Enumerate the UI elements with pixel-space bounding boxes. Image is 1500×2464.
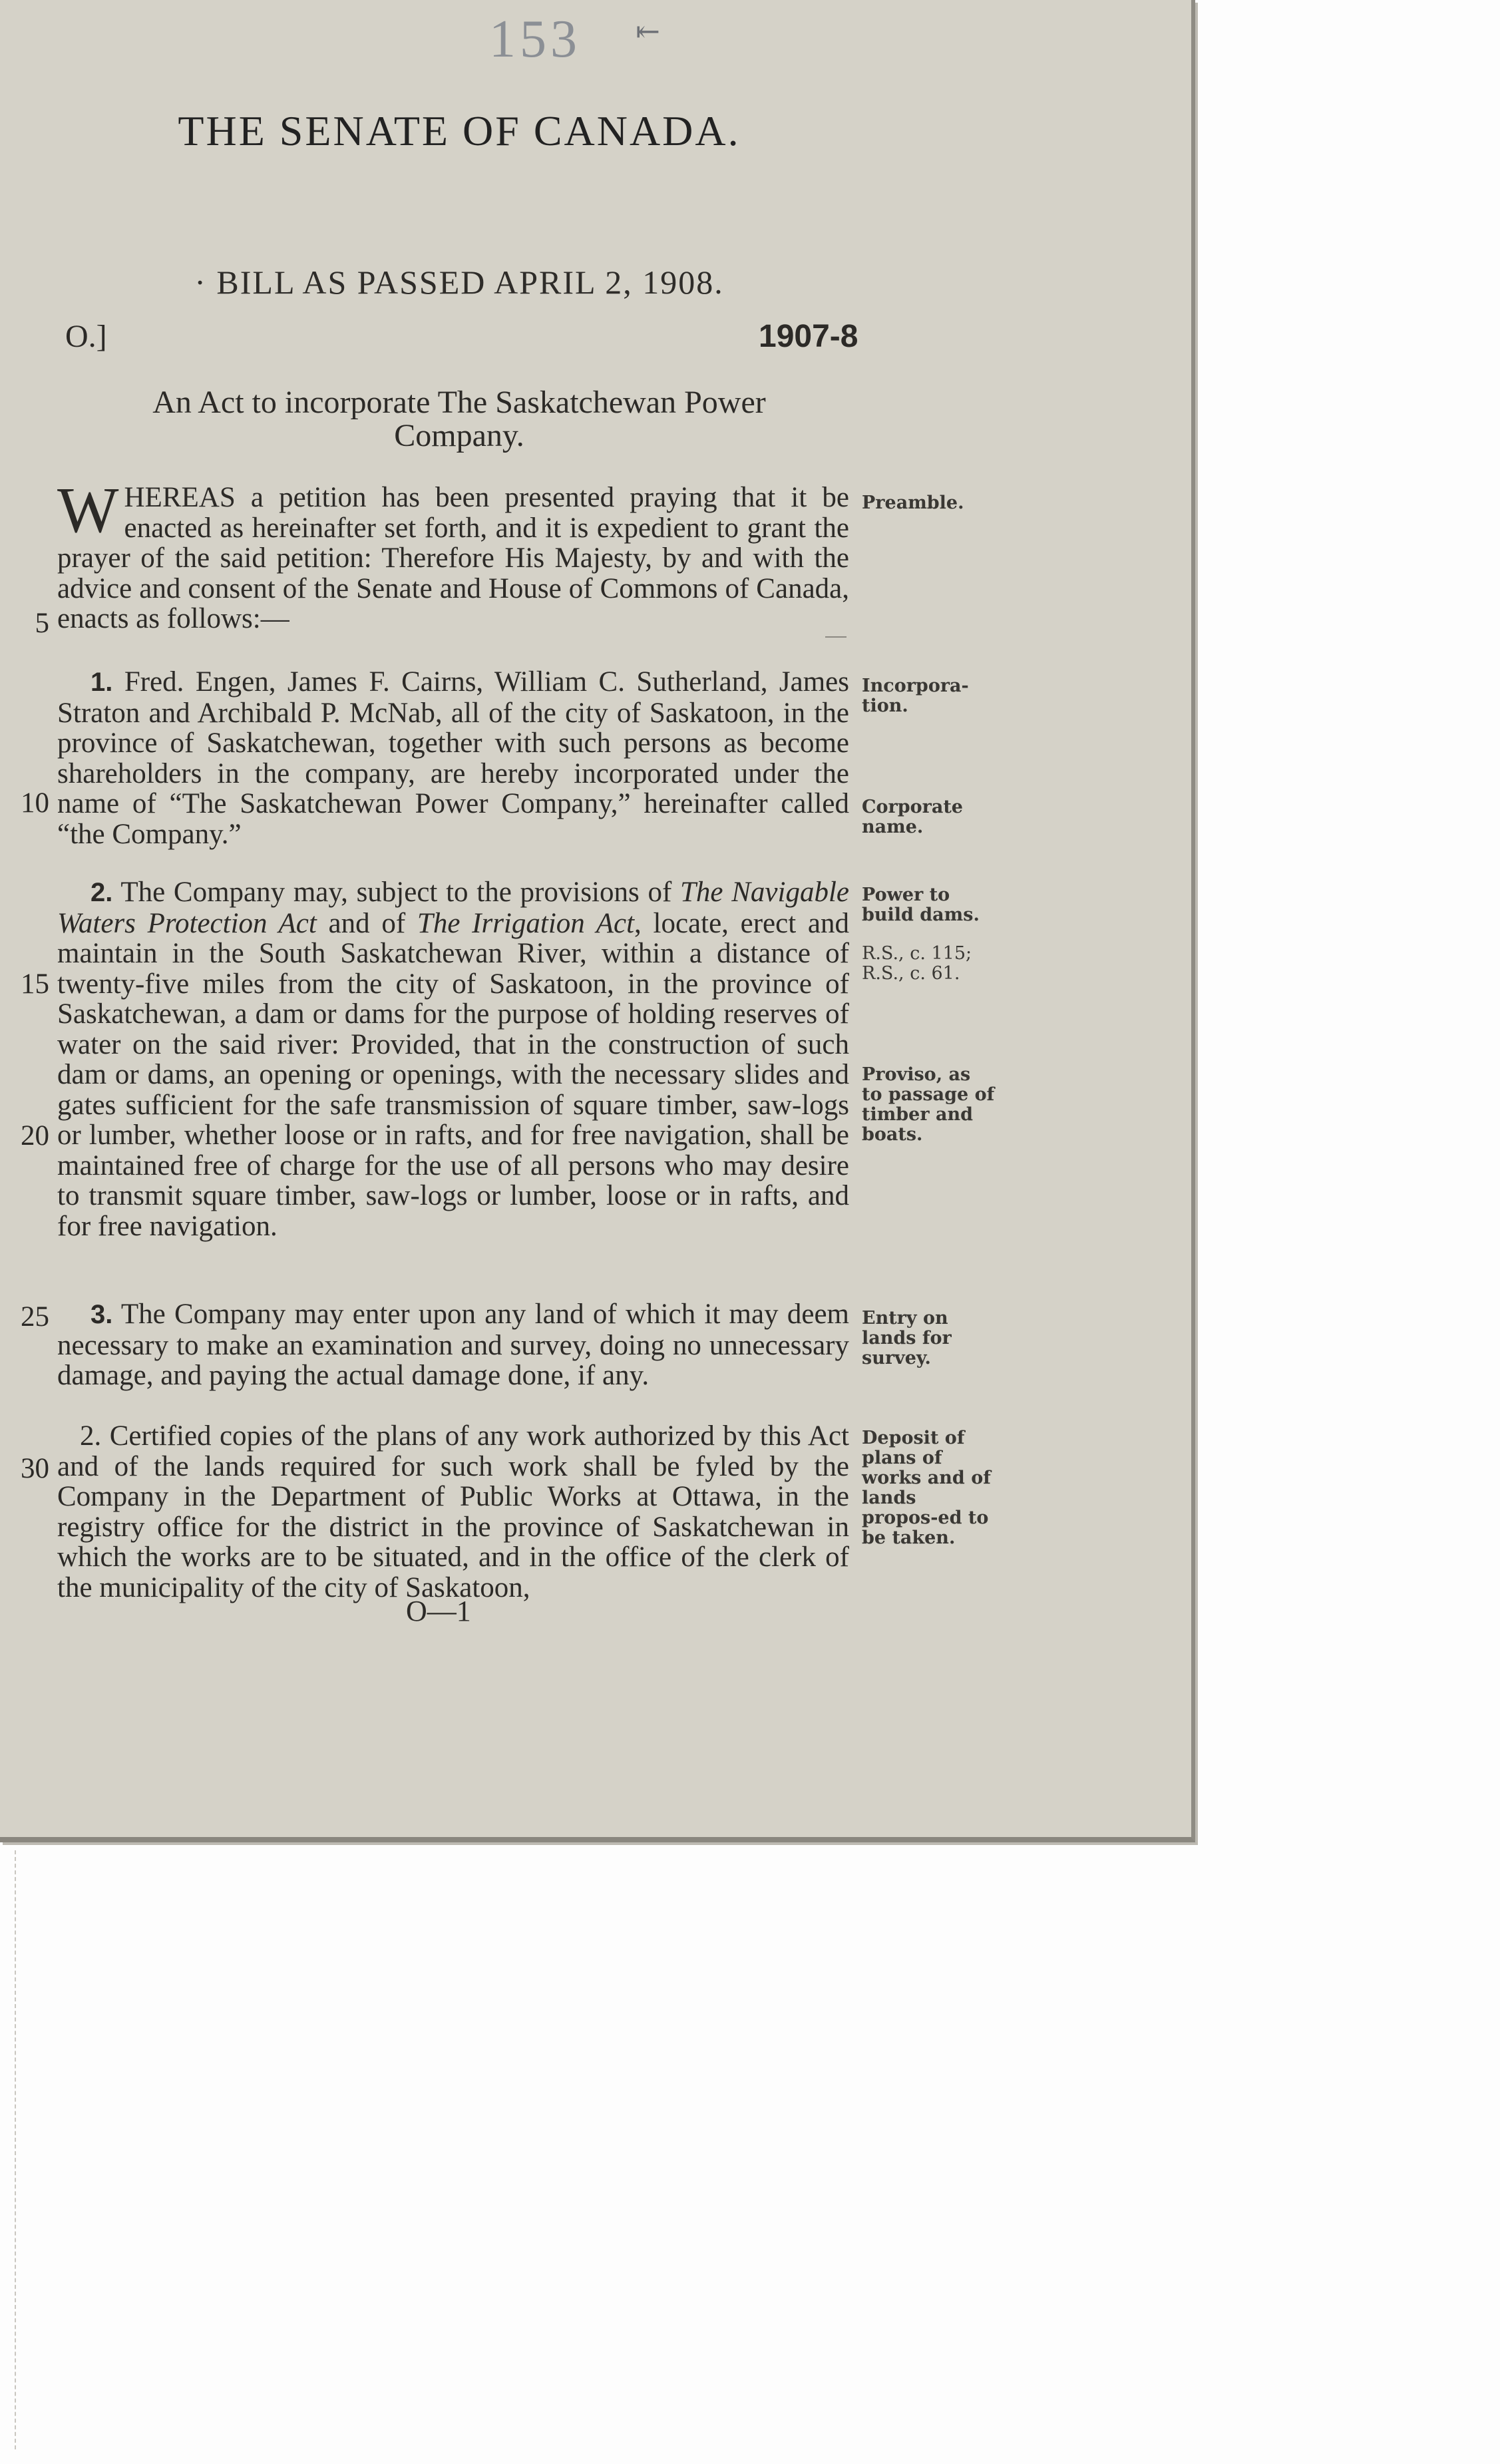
bill-status: · BILL AS PASSED APRIL 2, 1908. (194, 264, 724, 301)
section-1-number: 1. (91, 668, 113, 697)
session-years: 1907-8 (759, 319, 858, 354)
margin-note-deposit: Deposit of plans of works and of lands propos-ed to be taken. (862, 1428, 991, 1548)
paper-edge-mark (15, 1850, 20, 2449)
line-number: 5 (35, 608, 49, 639)
preamble-text: HEREAS a petition has been presented praying that it be enacted as hereinafter set forth, and it is expedient to grant the prayer of the said petition: Therefore His Majesty, by and with the advice and consent of the Senate and House of Commons of Canada, enacts as follows:— (57, 482, 849, 634)
section-2-paragraph (57, 877, 849, 1241)
section-3-subsection-2: 2. Certified copies of the plans of any work authorized by this Act and of the lands required for such work shall be fyled by the Company in the Department of Public Works at Ottawa, in the registry office for the district in the province of Saskatchewan in which the works are to be situated, and in the office of the clerk of the municipality of the city of Saskatoon, (57, 1420, 849, 1603)
margin-note-proviso: Proviso, as to passage of timber and boats. (862, 1064, 995, 1145)
margin-note-preamble: Preamble. (862, 493, 964, 513)
section-2-act-1: The Navigable Waters Protection Act (57, 877, 849, 939)
preamble-paragraph (57, 475, 849, 634)
line-number: 10 (21, 787, 49, 819)
margin-note-power-dams: Power to build dams. (862, 885, 980, 925)
section-2-text-c: , locate, erect and maintain in the South Saskatchewan River, within a distance of twenty-five miles from the city of Saskatoon, in the province of Saskatchewan, a dam or dams for the purpose of holding reserves of water on the said river: Provided, that in the construction of such dam or dams, an opening or openings, with the necessary slides and gates sufficient for the safe transmission of square timber, saw-logs or lumber, whether loose or in rafts, and for free navigation, shall be maintained free of charge for the use of all persons who may desire to transmit square timber, saw-logs or lumber, loose or in rafts, and for free navigation. (57, 907, 849, 1242)
section-1-text: Fred. Engen, James F. Cairns, William C. Sutherland, James Straton and Archibald P. McNab, all of the city of Saskatoon, in the province of Saskatchewan, together with such persons as become shareholders in the company, are hereby incorporated under the name of “The Saskatchewan Power Company,” hereinafter called “the Company.” (57, 666, 850, 850)
act-title: An Act to incorporate The Saskatchewan Power Company. (152, 385, 766, 453)
section-2-act-2: The Irrigation Act (417, 907, 635, 939)
section-2-text-a: The Company may, subject to the provisions of (120, 877, 681, 908)
margin-note-entry: Entry on lands for survey. (862, 1308, 952, 1368)
margin-note-corporate-name: Corporate name. (862, 797, 963, 837)
stamp-mark-icon: ⇤ (636, 15, 660, 48)
section-1-paragraph (57, 667, 849, 849)
section-2-text-b: and of (316, 907, 417, 939)
page-signature: O—1 (406, 1595, 471, 1627)
preamble-dropcap: W (57, 475, 119, 546)
section-3-text: The Company may enter upon any land of which it may deem necessary to make an examination and survey, doing no unnecessary damage, and paying the actual damage done, if any. (57, 1299, 849, 1391)
margin-note-incorporation: Incorpora-tion. (862, 676, 969, 716)
section-3-paragraph (57, 1299, 849, 1391)
senate-title: THE SENATE OF CANADA. (178, 107, 741, 154)
section-3-number: 3. (91, 1300, 113, 1329)
line-number: 15 (21, 968, 49, 1000)
line-number: 25 (21, 1301, 49, 1333)
page-stamp-number: 153 (489, 10, 581, 69)
bill-letter: O.] (65, 319, 107, 354)
section-2-number: 2. (91, 878, 113, 907)
margin-note-rs-reference: R.S., c. 115; R.S., c. 61. (862, 943, 972, 984)
preamble-rule (825, 636, 846, 638)
line-number: 20 (21, 1120, 49, 1151)
line-number: 30 (21, 1453, 49, 1484)
